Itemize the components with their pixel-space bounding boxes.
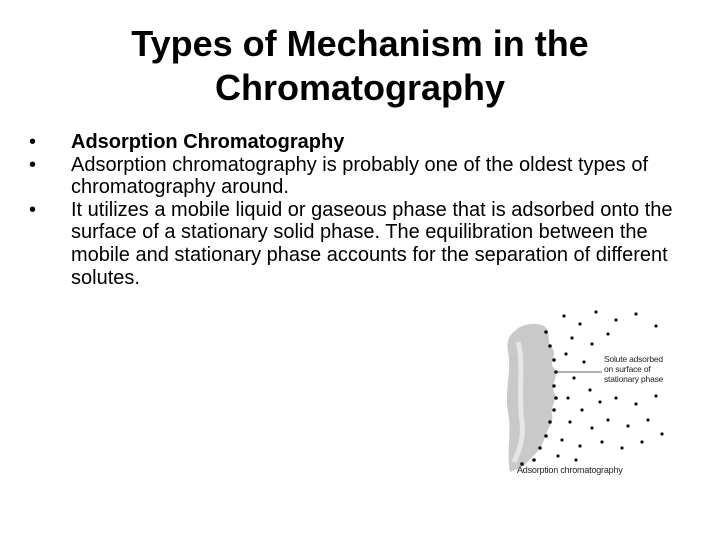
bullet-text: It utilizes a mobile liquid or gaseous phase that is adsorbed onto the surface of a stationary solid phase. The equilibration between the mobile and stationary phase accounts for the separation of different solutes. bbox=[71, 198, 673, 289]
bullet-text: Adsorption chromatography is probably one of the oldest types of chromatography around. bbox=[71, 153, 649, 199]
bullet-icon: • bbox=[29, 198, 37, 221]
adsorption-figure bbox=[496, 302, 680, 484]
bullet-item bbox=[26, 199, 686, 289]
adsorption-diagram bbox=[496, 302, 680, 484]
figure-label-line: on surface of bbox=[604, 364, 651, 374]
figure-label-line: stationary phase bbox=[604, 374, 664, 384]
figure-label bbox=[604, 354, 663, 384]
title-line-1: Types of Mechanism in the bbox=[131, 23, 589, 64]
title-line-2: Chromatography bbox=[214, 67, 506, 108]
bullet-item bbox=[26, 131, 686, 154]
figure-caption: Adsorption chromatography bbox=[517, 465, 623, 475]
figure-label-line: Solute adsorbed bbox=[604, 354, 663, 364]
bullet-item bbox=[26, 154, 686, 199]
mobile-solute-dots bbox=[556, 310, 663, 461]
bullet-text: Adsorption Chromatography bbox=[71, 131, 345, 153]
bullet-list bbox=[26, 131, 686, 289]
bullet-icon: • bbox=[29, 153, 37, 176]
slide-title bbox=[60, 22, 660, 110]
bullet-icon: • bbox=[29, 131, 37, 153]
